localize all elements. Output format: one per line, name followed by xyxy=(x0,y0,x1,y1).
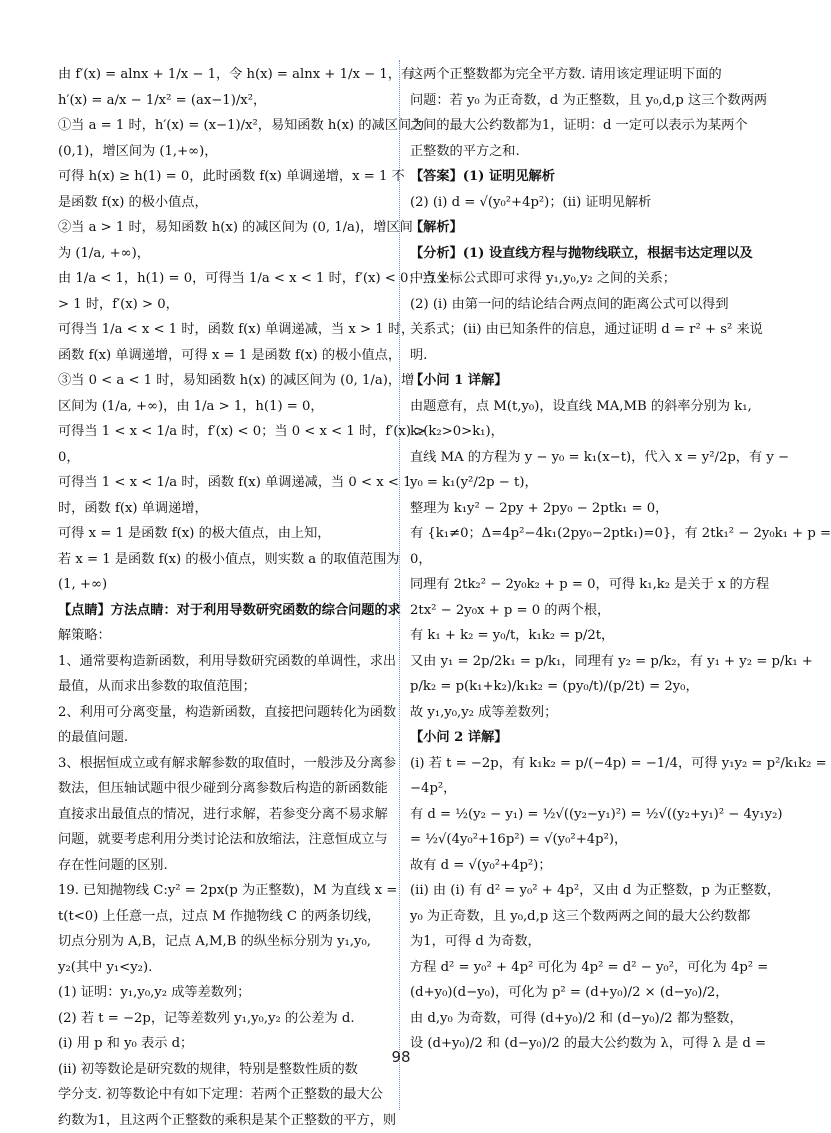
text-line: y₀ 为正奇数，且 y₀,d,p 这三个数两两之间的最大公约数都 xyxy=(410,904,744,930)
text-line: 直线 MA 的方程为 y − y₀ = k₁(x−t)，代入 x = y²/2p，有 y − xyxy=(410,445,744,471)
text-line: 由 d,y₀ 为奇数，可得 (d+y₀)/2 和 (d−y₀)/2 都为整数， xyxy=(410,1006,744,1032)
text-line: 区间为 (1/a, +∞)，由 1/a > 1，h(1) = 0， xyxy=(58,394,390,420)
text-line: 为1，可得 d 为奇数， xyxy=(410,929,744,955)
text-line: −4p²， xyxy=(410,776,744,802)
text-line: 【解析】 xyxy=(410,215,744,241)
text-line: 存在性问题的区别. xyxy=(58,853,390,879)
text-line: 有 k₁ + k₂ = y₀/t，k₁k₂ = p/2t， xyxy=(410,623,744,649)
left-column xyxy=(58,62,390,1133)
text-line: 故有 d = √(y₀²+4p²)； xyxy=(410,853,744,879)
text-line: 明. xyxy=(410,343,744,369)
text-line: 学分支. 初等数论中有如下定理：若两个正整数的最大公 xyxy=(58,1082,390,1108)
text-line: 可得当 1 < x < 1/a 时，f′(x) < 0；当 0 < x < 1 时，f′(x) > xyxy=(58,419,390,445)
text-line: 中点坐标公式即可求得 y₁,y₀,y₂ 之间的关系； xyxy=(410,266,744,292)
right-column xyxy=(410,62,744,1057)
text-line: ①当 a = 1 时，h′(x) = (x−1)/x²，易知函数 h(x) 的减区间为 xyxy=(58,113,390,139)
text-line: (2) 若 t = −2p，记等差数列 y₁,y₀,y₂ 的公差为 d. xyxy=(58,1006,390,1032)
text-line: 时，函数 f(x) 单调递增， xyxy=(58,496,390,522)
text-line: (ii) 由 (i) 有 d² = y₀² + 4p²，又由 d 为正整数，p 为正整数， xyxy=(410,878,744,904)
text-line: 由 f′(x) = alnx + 1/x − 1，令 h(x) = alnx + 1/x − 1，有 xyxy=(58,62,390,88)
text-line: 有 d = ½(y₂ − y₁) = ½√((y₂−y₁)²) = ½√((y₂+y₁)² − 4y₁y₂) xyxy=(410,802,744,828)
text-line: 故 y₁,y₀,y₂ 成等差数列； xyxy=(410,700,744,726)
text-line: 解策略： xyxy=(58,623,390,649)
text-line: 正整数的平方之和. xyxy=(410,139,744,165)
text-line: h′(x) = a/x − 1/x² = (ax−1)/x²， xyxy=(58,88,390,114)
text-line: 切点分别为 A,B，记点 A,M,B 的纵坐标分别为 y₁,y₀, xyxy=(58,929,390,955)
text-line: 有 {k₁≠0；Δ=4p²−4k₁(2py₀−2ptk₁)=0}，有 2tk₁² − 2y₀k₁ + p = xyxy=(410,521,744,547)
text-line: 【小问 2 详解】 xyxy=(410,725,744,751)
text-line: 最值，从而求出参数的取值范围； xyxy=(58,674,390,700)
text-line: 1、通常要构造新函数，利用导数研究函数的单调性，求出 xyxy=(58,649,390,675)
text-line: 方程 d² = y₀² + 4p² 可化为 4p² = d² − y₀²，可化为 4p² = xyxy=(410,955,744,981)
text-line: (1, +∞) xyxy=(58,572,390,598)
text-line: 约数为1，且这两个正整数的乘积是某个正整数的平方，则 xyxy=(58,1108,390,1133)
text-line: 问题，就要考虑利用分类讨论法和放缩法，注意恒成立与 xyxy=(58,827,390,853)
text-line: 又由 y₁ = 2p/2k₁ = p/k₁，同理有 y₂ = p/k₂，有 y₁ + y₂ = p/k₁ + xyxy=(410,649,744,675)
text-line: 2、利用可分离变量，构造新函数，直接把问题转化为函数 xyxy=(58,700,390,726)
text-line: 之间的最大公约数都为1，证明：d 一定可以表示为某两个 xyxy=(410,113,744,139)
text-line: (ii) 初等数论是研究数的规律，特别是整数性质的数 xyxy=(58,1057,390,1083)
text-line: 是函数 f(x) 的极小值点， xyxy=(58,190,390,216)
text-line: (i) 若 t = −2p，有 k₁k₂ = p/(−4p) = −1/4，可得 y₁y₂ = p²/k₁k₂ = xyxy=(410,751,744,777)
text-line: 3、根据恒成立或有解求解参数的取值时，一般涉及分离参 xyxy=(58,751,390,777)
text-line: y₂(其中 y₁<y₂). xyxy=(58,955,390,981)
text-line: > 1 时，f′(x) > 0， xyxy=(58,292,390,318)
text-line: 可得当 1 < x < 1/a 时，函数 f(x) 单调递减，当 0 < x < 1 xyxy=(58,470,390,496)
text-line: ②当 a > 1 时，易知函数 h(x) 的减区间为 (0, 1/a)，增区间 xyxy=(58,215,390,241)
text-line: (1) 证明：y₁,y₀,y₂ 成等差数列； xyxy=(58,980,390,1006)
text-line: 由题意有，点 M(t,y₀)，设直线 MA,MB 的斜率分别为 k₁, xyxy=(410,394,744,420)
text-line: (0,1)，增区间为 (1,+∞)， xyxy=(58,139,390,165)
column-divider xyxy=(399,60,400,1110)
text-line: 的最值问题. xyxy=(58,725,390,751)
text-line: = ½√(4y₀²+16p²) = √(y₀²+4p²)， xyxy=(410,827,744,853)
text-line: 若 x = 1 是函数 f(x) 的极小值点，则实数 a 的取值范围为 xyxy=(58,547,390,573)
text-line: 这两个正整数都为完全平方数. 请用该定理证明下面的 xyxy=(410,62,744,88)
text-line: 为 (1/a, +∞)， xyxy=(58,241,390,267)
text-line: 问题：若 y₀ 为正奇数，d 为正整数，且 y₀,d,p 这三个数两两 xyxy=(410,88,744,114)
text-line: 可得当 1/a < x < 1 时，函数 f(x) 单调递减，当 x > 1 时， xyxy=(58,317,390,343)
text-line: 同理有 2tk₂² − 2y₀k₂ + p = 0，可得 k₁,k₂ 是关于 x 的方程 xyxy=(410,572,744,598)
text-line: (2) (i) d = √(y₀²+4p²)；(ii) 证明见解析 xyxy=(410,190,744,216)
text-line: 关系式；(ii) 由已知条件的信息，通过证明 d = r² + s² 来说 xyxy=(410,317,744,343)
text-line: 19. 已知抛物线 C:y² = 2px(p 为正整数)，M 为直线 x = xyxy=(58,878,390,904)
text-line: 可得 x = 1 是函数 f(x) 的极大值点，由上知， xyxy=(58,521,390,547)
text-line: 由 1/a < 1，h(1) = 0，可得当 1/a < x < 1 时，f′(x) < 0；当 x xyxy=(58,266,390,292)
text-line: 【答案】(1) 证明见解析 xyxy=(410,164,744,190)
text-line: y₀ = k₁(y²/2p − t)， xyxy=(410,470,744,496)
text-line: (i) 用 p 和 y₀ 表示 d； xyxy=(58,1031,390,1057)
text-line: 整理为 k₁y² − 2py + 2py₀ − 2ptk₁ = 0， xyxy=(410,496,744,522)
text-line: t(t<0) 上任意一点，过点 M 作抛物线 C 的两条切线， xyxy=(58,904,390,930)
text-line: p/k₂ = p(k₁+k₂)/k₁k₂ = (py₀/t)/(p/2t) = 2y₀， xyxy=(410,674,744,700)
text-line: 直接求出最值点的情况，进行求解，若参变分离不易求解 xyxy=(58,802,390,828)
text-line: 2tx² − 2y₀x + p = 0 的两个根， xyxy=(410,598,744,624)
text-line: (d+y₀)(d−y₀)，可化为 p² = (d+y₀)/2 × (d−y₀)/2， xyxy=(410,980,744,1006)
text-line: 函数 f(x) 单调递增，可得 x = 1 是函数 f(x) 的极小值点， xyxy=(58,343,390,369)
text-line: 0， xyxy=(58,445,390,471)
text-line: 可得 h(x) ≥ h(1) = 0，此时函数 f(x) 单调递增，x = 1 不 xyxy=(58,164,390,190)
text-line: k₂(k₂>0>k₁)， xyxy=(410,419,744,445)
text-line: 数法，但压轴试题中很少碰到分离参数后构造的新函数能 xyxy=(58,776,390,802)
text-line: ③当 0 < a < 1 时，易知函数 h(x) 的减区间为 (0, 1/a)，增 xyxy=(58,368,390,394)
text-line: (2) (i) 由第一问的结论结合两点间的距离公式可以得到 xyxy=(410,292,744,318)
text-line: 设 (d+y₀)/2 和 (d−y₀)/2 的最大公约数为 λ，可得 λ 是 d = xyxy=(410,1031,744,1057)
page-number: 98 xyxy=(386,1048,416,1066)
text-line: 【分析】(1) 设直线方程与抛物线联立，根据韦达定理以及 xyxy=(410,241,744,267)
text-line: 【小问 1 详解】 xyxy=(410,368,744,394)
text-line: 【点睛】方法点睛：对于利用导数研究函数的综合问题的求 xyxy=(58,598,390,624)
text-line: 0， xyxy=(410,547,744,573)
